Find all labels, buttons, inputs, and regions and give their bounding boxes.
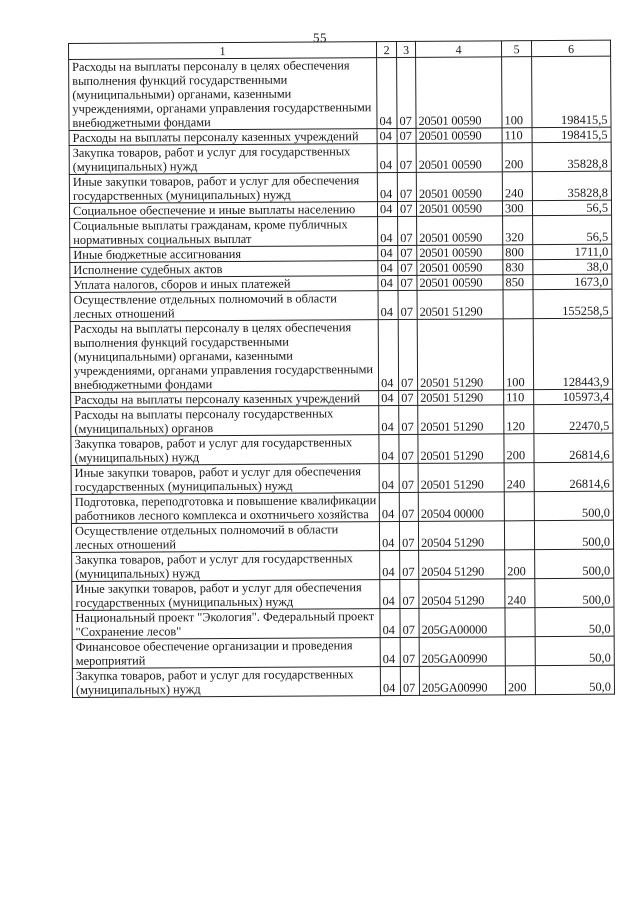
- amount-cell: 50,0: [535, 636, 614, 665]
- amount-cell: 22470,5: [534, 404, 613, 433]
- subsection-code-cell: 07: [400, 637, 419, 666]
- subsection-code-cell: 07: [397, 201, 416, 216]
- amount-cell: 1673,0: [533, 274, 612, 289]
- expense-type-cell: 300: [502, 201, 532, 216]
- amount-cell: 56,5: [532, 200, 611, 215]
- expense-type-cell: 200: [505, 550, 535, 579]
- subsection-code-cell: 07: [400, 608, 419, 637]
- target-article-cell: 20501 00590: [417, 260, 503, 276]
- expense-name-cell: Расходы на выплаты персоналу в целях обеспечения выполнения функций государственными (муниципальными) органами, казенными учреждениями, органами управления государственными внебюджетными фондами: [70, 320, 378, 393]
- expense-type-cell: 200: [504, 434, 534, 463]
- subsection-code-cell: 07: [398, 245, 417, 260]
- target-article-cell: 20504 00000: [418, 492, 504, 522]
- expense-type-cell: 320: [503, 216, 533, 245]
- expense-type-cell: [504, 521, 534, 550]
- table-row: [71, 491, 613, 523]
- section-code-cell: 04: [378, 319, 398, 390]
- amount-cell: 500,0: [534, 491, 613, 520]
- target-article-cell: 20501 51290: [417, 290, 503, 320]
- expense-name-cell: Исполнение судебных актов: [70, 261, 378, 278]
- expense-name-cell: Социальное обеспечение и иные выплаты населению: [69, 202, 377, 219]
- budget-table: [68, 40, 615, 698]
- expense-type-cell: 240: [505, 579, 535, 608]
- target-article-cell: 20501 00590: [417, 275, 503, 291]
- subsection-code-cell: 07: [399, 492, 418, 521]
- amount-cell: 38,0: [533, 259, 612, 274]
- subsection-code-cell: 07: [398, 260, 417, 275]
- expense-name-cell: Расходы на выплаты персоналу в целях обеспечения выполнения функций государственными (муниципальными) органами, казенными учреждениями, органами управления государственными внебюджетными фондами: [69, 58, 377, 131]
- target-article-cell: 20501 51290: [417, 319, 503, 391]
- subsection-code-cell: 07: [397, 57, 416, 128]
- subsection-code-cell: 07: [398, 216, 417, 245]
- table-row: [69, 142, 611, 174]
- amount-cell: 50,0: [535, 665, 614, 694]
- target-article-cell: 20501 00590: [416, 201, 502, 217]
- section-code-cell: 04: [380, 608, 400, 637]
- section-code-cell: 04: [379, 390, 399, 405]
- expense-name-cell: Национальный проект "Экология". Федеральный проект "Сохранение лесов": [72, 609, 380, 640]
- amount-cell: 105973,4: [534, 389, 613, 404]
- section-code-cell: 04: [377, 201, 397, 216]
- expense-type-cell: 100: [502, 57, 532, 128]
- target-article-cell: 20501 00590: [417, 216, 503, 246]
- expense-name-cell: Осуществление отдельных полномочий в области лесных отношений: [70, 291, 378, 322]
- expense-type-cell: 110: [502, 128, 532, 143]
- target-article-cell: 20501 00590: [416, 128, 502, 144]
- table-row: [70, 215, 612, 247]
- expense-type-cell: 120: [504, 405, 534, 434]
- subsection-code-cell: 07: [397, 143, 416, 172]
- target-article-cell: 20501 00590: [416, 143, 502, 173]
- amount-cell: 198415,5: [532, 127, 611, 142]
- target-article-cell: 205GA00000: [419, 608, 505, 638]
- expense-type-cell: 240: [502, 172, 532, 201]
- amount-cell: 35828,8: [532, 142, 611, 171]
- table-row: [69, 56, 611, 130]
- target-article-cell: 20501 51290: [418, 405, 504, 435]
- expense-name-cell: Социальные выплаты гражданам, кроме публичных нормативных социальных выплат: [70, 217, 378, 248]
- expense-type-cell: 200: [502, 143, 532, 172]
- table-row: [71, 520, 613, 552]
- table-body: [69, 56, 615, 697]
- amount-cell: 26814,6: [534, 433, 613, 462]
- amount-cell: 128443,9: [533, 318, 612, 389]
- expense-name-cell: Осуществление отдельных полномочий в области лесных отношений: [71, 522, 379, 553]
- expense-type-cell: [505, 608, 535, 637]
- expense-type-cell: 110: [504, 390, 534, 405]
- amount-cell: 56,5: [533, 215, 612, 244]
- target-article-cell: 205GA00990: [419, 637, 505, 667]
- subsection-code-cell: 07: [398, 275, 417, 290]
- subsection-code-cell: 07: [399, 405, 418, 434]
- target-article-cell: 20504 51290: [419, 579, 505, 609]
- amount-cell: 50,0: [535, 607, 614, 636]
- section-code-cell: 04: [377, 57, 397, 128]
- expense-name-cell: Финансовое обеспечение организации и проведения мероприятий: [72, 638, 380, 669]
- table-row: [70, 318, 612, 392]
- column-header-1: 1: [69, 42, 377, 60]
- section-code-cell: 04: [380, 666, 400, 695]
- section-code-cell: 04: [377, 128, 397, 143]
- section-code-cell: 04: [377, 172, 397, 201]
- expense-type-cell: 850: [503, 275, 533, 290]
- expense-type-cell: 200: [505, 666, 535, 695]
- table-row: [71, 404, 613, 436]
- section-code-cell: 04: [378, 275, 398, 290]
- expense-name-cell: Подготовка, переподготовка и повышение квалификации работников лесного комплекса и охотничьего хозяйства: [71, 493, 379, 524]
- column-header-3: 3: [396, 41, 415, 57]
- column-header-6: 6: [531, 40, 610, 56]
- expense-name-cell: Закупка товаров, работ и услуг для государственных (муниципальных) нужд: [69, 144, 377, 175]
- target-article-cell: 20504 51290: [419, 550, 505, 580]
- amount-cell: 1711,0: [533, 244, 612, 259]
- subsection-code-cell: 07: [398, 290, 417, 319]
- subsection-code-cell: 07: [397, 172, 416, 201]
- expense-name-cell: Уплата налогов, сборов и иных платежей: [70, 276, 378, 293]
- target-article-cell: 205GA00990: [419, 666, 505, 696]
- expense-type-cell: 100: [503, 319, 533, 390]
- page-number: 55: [313, 30, 327, 45]
- amount-cell: 198415,5: [532, 56, 611, 127]
- column-header-5: 5: [501, 41, 531, 57]
- amount-cell: 155258,5: [533, 289, 612, 318]
- table-row: [71, 433, 613, 465]
- table-row: [72, 665, 614, 697]
- amount-cell: 500,0: [535, 549, 614, 578]
- expense-name-cell: Закупка товаров, работ и услуг для государственных (муниципальных) нужд: [72, 667, 380, 698]
- table-row: [72, 549, 614, 581]
- target-article-cell: 20504 51290: [418, 521, 504, 551]
- target-article-cell: 20501 51290: [418, 463, 504, 493]
- table-row: [71, 462, 613, 494]
- table-row: [72, 636, 614, 668]
- section-code-cell: 04: [378, 216, 398, 245]
- amount-cell: 35828,8: [532, 171, 611, 200]
- table-row: [69, 171, 611, 203]
- column-header-2: 2: [376, 41, 396, 57]
- target-article-cell: 20501 51290: [418, 434, 504, 464]
- section-code-cell: 04: [379, 405, 399, 434]
- target-article-cell: 20501 00590: [416, 172, 502, 202]
- section-code-cell: 04: [379, 521, 399, 550]
- expense-type-cell: [504, 492, 534, 521]
- subsection-code-cell: 07: [399, 390, 418, 405]
- target-article-cell: 20501 00590: [416, 57, 502, 129]
- expense-type-cell: 240: [504, 463, 534, 492]
- table-row: [72, 607, 614, 639]
- section-code-cell: 04: [380, 579, 400, 608]
- section-code-cell: 04: [379, 492, 399, 521]
- subsection-code-cell: 07: [400, 666, 419, 695]
- expense-name-cell: Закупка товаров, работ и услуг для государственных (муниципальных) нужд: [71, 435, 379, 466]
- table-row: [72, 578, 614, 610]
- amount-cell: 26814,6: [534, 462, 613, 491]
- expense-type-cell: [503, 290, 533, 319]
- section-code-cell: 04: [378, 245, 398, 260]
- section-code-cell: 04: [378, 290, 398, 319]
- expense-name-cell: Иные закупки товаров, работ и услуг для обеспечения государственных (муниципальных) нужд: [69, 173, 377, 204]
- expense-type-cell: [505, 637, 535, 666]
- expense-name-cell: Расходы на выплаты персоналу казенных учреждений: [69, 129, 377, 146]
- expense-type-cell: 830: [503, 260, 533, 275]
- section-code-cell: 04: [378, 260, 398, 275]
- table-row: [70, 289, 612, 321]
- section-code-cell: 04: [379, 463, 399, 492]
- section-code-cell: 04: [377, 143, 397, 172]
- column-header-4: 4: [415, 41, 501, 58]
- subsection-code-cell: 07: [399, 434, 418, 463]
- subsection-code-cell: 07: [397, 128, 416, 143]
- target-article-cell: 20501 00590: [417, 245, 503, 261]
- section-code-cell: 04: [380, 550, 400, 579]
- expense-type-cell: 800: [503, 245, 533, 260]
- expense-name-cell: Иные бюджетные ассигнования: [70, 246, 378, 263]
- section-code-cell: 04: [380, 637, 400, 666]
- subsection-code-cell: 07: [400, 579, 419, 608]
- expense-name-cell: Иные закупки товаров, работ и услуг для обеспечения государственных (муниципальных) нужд: [72, 580, 380, 611]
- section-code-cell: 04: [379, 434, 399, 463]
- subsection-code-cell: 07: [399, 463, 418, 492]
- amount-cell: 500,0: [535, 578, 614, 607]
- amount-cell: 500,0: [534, 520, 613, 549]
- expense-name-cell: Расходы на выплаты персоналу казенных учреждений: [71, 391, 379, 408]
- subsection-code-cell: 07: [399, 521, 418, 550]
- target-article-cell: 20501 51290: [418, 390, 504, 406]
- expense-name-cell: Закупка товаров, работ и услуг для государственных (муниципальных) нужд: [72, 551, 380, 582]
- expense-name-cell: Расходы на выплаты персоналу государственных (муниципальных) органов: [71, 406, 379, 437]
- expense-name-cell: Иные закупки товаров, работ и услуг для обеспечения государственных (муниципальных) нужд: [71, 464, 379, 495]
- subsection-code-cell: 07: [398, 319, 417, 390]
- subsection-code-cell: 07: [400, 550, 419, 579]
